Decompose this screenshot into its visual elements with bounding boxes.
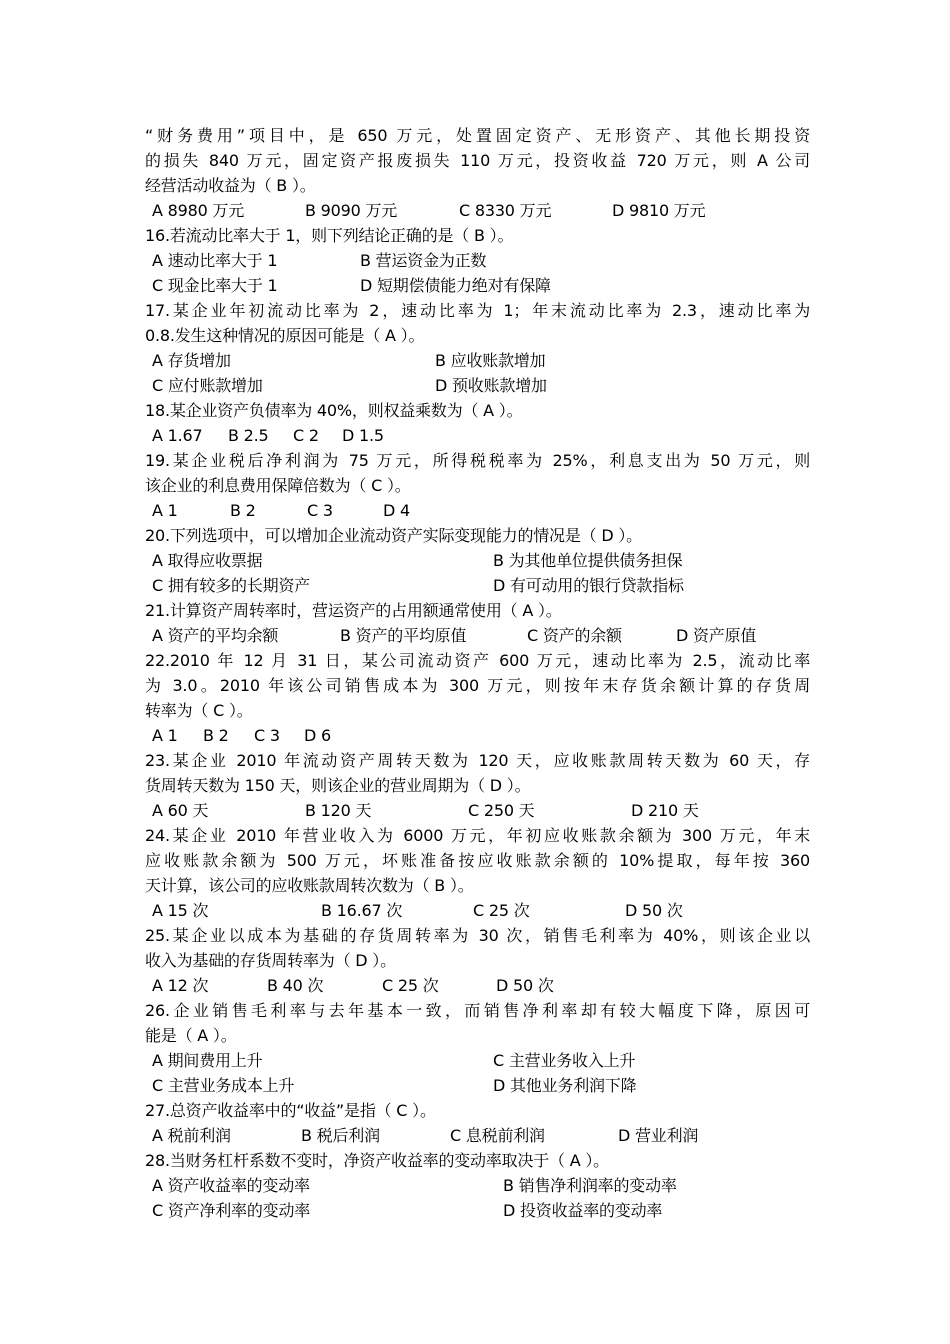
answer-option: B 9090 万元 bbox=[305, 201, 398, 220]
question-text-line: 该企业的利息费用保障倍数为（ C ）。 bbox=[145, 476, 411, 495]
answer-option: D 预收账款增加 bbox=[435, 376, 547, 395]
answer-option: C 3 bbox=[254, 726, 280, 745]
answer-option: C 3 bbox=[307, 501, 333, 520]
question-text-line: 28.当财务杠杆系数不变时，净资产收益率的变动率取决于（ A ）。 bbox=[145, 1151, 609, 1170]
answer-option: D 营业利润 bbox=[618, 1126, 699, 1145]
answer-options-row bbox=[145, 373, 810, 398]
answer-options-row bbox=[145, 573, 810, 598]
answer-option: B 应收账款增加 bbox=[435, 351, 546, 370]
answer-option: B 税后利润 bbox=[301, 1126, 380, 1145]
question-text-line: 应收账款余额为 500 万元，坏账准备按应收账款余额的 10%提取，每年按 360 bbox=[145, 851, 810, 870]
answer-options-row bbox=[145, 423, 810, 448]
answer-option: A 8980 万元 bbox=[152, 201, 245, 220]
answer-option: D 其他业务利润下降 bbox=[493, 1076, 637, 1095]
question-text-line: 25.某企业以成本为基础的存货周转率为 30 次，销售毛利率为 40%，则该企业以 bbox=[145, 926, 810, 945]
question-text-line: 23.某企业 2010 年流动资产周转天数为 120 天，应收账款周转天数为 60 天，存 bbox=[145, 751, 810, 770]
answer-option: C 资产的余额 bbox=[527, 626, 622, 645]
question-text-line: 27.总资产收益率中的“收益”是指（ C ）。 bbox=[145, 1101, 436, 1120]
question-text-line: 天计算，该公司的应收账款周转次数为（ B ）。 bbox=[145, 876, 474, 895]
question-text-line: 17.某企业年初流动比率为 2，速动比率为 1；年末流动比率为 2.3，速动比率为 bbox=[145, 301, 810, 320]
answer-options-row bbox=[145, 1073, 810, 1098]
answer-options-row bbox=[145, 1123, 810, 1148]
answer-option: D 资产原值 bbox=[676, 626, 757, 645]
question-text-line: 0.8.发生这种情况的原因可能是（ A ）。 bbox=[145, 326, 425, 345]
answer-option: A 存货增加 bbox=[152, 351, 231, 370]
question-text-line: 的损失 840 万元，固定资产报废损失 110 万元，投资收益 720 万元，则 A 公司 bbox=[145, 151, 810, 170]
answer-option: A 资产的平均余额 bbox=[152, 626, 279, 645]
answer-option: B 16.67 次 bbox=[321, 901, 403, 920]
answer-option: A 资产收益率的变动率 bbox=[152, 1176, 310, 1195]
answer-option: C 25 次 bbox=[473, 901, 530, 920]
question-text-line: 货周转天数为 150 天，则该企业的营业周期为（ D ）。 bbox=[145, 776, 531, 795]
question-text-line: 24.某企业 2010 年营业收入为 6000 万元，年初应收账款余额为 300 万元，年末 bbox=[145, 826, 810, 845]
question-list bbox=[145, 123, 810, 1223]
answer-options-row bbox=[145, 798, 810, 823]
answer-option: C 现金比率大于 1 bbox=[152, 276, 278, 295]
answer-options-row bbox=[145, 348, 810, 373]
question-text-line: 收入为基础的存货周转率为（ D ）。 bbox=[145, 951, 396, 970]
answer-option: A 1 bbox=[152, 501, 178, 520]
answer-options-row bbox=[145, 1048, 810, 1073]
answer-options-row bbox=[145, 973, 810, 998]
answer-options-row bbox=[145, 548, 810, 573]
answer-options-row bbox=[145, 273, 810, 298]
answer-option: A 1.67 bbox=[152, 426, 203, 445]
question-text-line: 18.某企业资产负债率为 40%，则权益乘数为（ A ）。 bbox=[145, 401, 523, 420]
answer-option: C 主营业务收入上升 bbox=[493, 1051, 636, 1070]
question-text-line: 16.若流动比率大于 1，则下列结论正确的是（ B ）。 bbox=[145, 226, 514, 245]
answer-option: A 期间费用上升 bbox=[152, 1051, 263, 1070]
answer-option: B 销售净利润率的变动率 bbox=[503, 1176, 677, 1195]
answer-option: A 速动比率大于 1 bbox=[152, 251, 278, 270]
answer-options-row bbox=[145, 723, 810, 748]
answer-option: B 为其他单位提供债务担保 bbox=[493, 551, 683, 570]
question-text-line: 经营活动收益为（ B ）。 bbox=[145, 176, 316, 195]
answer-option: D 50 次 bbox=[496, 976, 554, 995]
answer-option: D 9810 万元 bbox=[612, 201, 706, 220]
answer-option: D 有可动用的银行贷款指标 bbox=[493, 576, 684, 595]
answer-option: D 50 次 bbox=[625, 901, 683, 920]
answer-option: B 2 bbox=[203, 726, 229, 745]
question-text-line: 能是（ A ）。 bbox=[145, 1026, 237, 1045]
answer-option: C 25 次 bbox=[382, 976, 439, 995]
answer-option: D 短期偿债能力绝对有保障 bbox=[360, 276, 551, 295]
answer-option: C 主营业务成本上升 bbox=[152, 1076, 295, 1095]
answer-option: A 60 天 bbox=[152, 801, 209, 820]
question-text-line: “财务费用”项目中，是 650 万元，处置固定资产、无形资产、其他长期投资 bbox=[145, 126, 810, 145]
answer-option: A 12 次 bbox=[152, 976, 209, 995]
answer-option: A 15 次 bbox=[152, 901, 209, 920]
answer-option: D 投资收益率的变动率 bbox=[503, 1201, 663, 1220]
answer-options-row bbox=[145, 898, 810, 923]
answer-option: B 资产的平均原值 bbox=[340, 626, 467, 645]
question-text-line: 为 3.0。2010 年该公司销售成本为 300 万元，则按年末存货余额计算的存货周 bbox=[145, 676, 810, 695]
answer-options-row bbox=[145, 198, 810, 223]
answer-option: D 4 bbox=[383, 501, 410, 520]
question-text-line: 22.2010 年 12 月 31 日，某公司流动资产 600 万元，速动比率为 2.5，流动比率 bbox=[145, 651, 810, 670]
answer-option: C 250 天 bbox=[468, 801, 535, 820]
answer-option: A 取得应收票据 bbox=[152, 551, 263, 570]
answer-option: B 营运资金为正数 bbox=[360, 251, 487, 270]
answer-option: C 息税前利润 bbox=[450, 1126, 545, 1145]
question-text-line: 转率为（ C ）。 bbox=[145, 701, 253, 720]
answer-option: C 8330 万元 bbox=[459, 201, 552, 220]
answer-option: A 1 bbox=[152, 726, 178, 745]
answer-option: D 1.5 bbox=[342, 426, 384, 445]
answer-option: C 资产净利率的变动率 bbox=[152, 1201, 311, 1220]
answer-option: B 2 bbox=[230, 501, 256, 520]
answer-options-row bbox=[145, 623, 810, 648]
answer-option: D 6 bbox=[304, 726, 331, 745]
answer-option: D 210 天 bbox=[631, 801, 699, 820]
answer-option: B 120 天 bbox=[305, 801, 372, 820]
answer-option: A 税前利润 bbox=[152, 1126, 231, 1145]
question-text-line: 21.计算资产周转率时，营运资产的占用额通常使用（ A ）。 bbox=[145, 601, 562, 620]
question-text-line: 19.某企业税后净利润为 75 万元，所得税税率为 25%，利息支出为 50 万元，则 bbox=[145, 451, 810, 470]
answer-option: C 2 bbox=[293, 426, 319, 445]
question-text-line: 20.下列选项中，可以增加企业流动资产实际变现能力的情况是（ D ）。 bbox=[145, 526, 642, 545]
question-text-line: 26.企业销售毛利率与去年基本一致，而销售净利率却有较大幅度下降，原因可 bbox=[145, 1001, 810, 1020]
answer-option: B 2.5 bbox=[228, 426, 269, 445]
answer-options-row bbox=[145, 1198, 810, 1223]
answer-option: C 拥有较多的长期资产 bbox=[152, 576, 311, 595]
answer-options-row bbox=[145, 1173, 810, 1198]
answer-options-row bbox=[145, 498, 810, 523]
answer-options-row bbox=[145, 248, 810, 273]
answer-option: B 40 次 bbox=[267, 976, 324, 995]
answer-option: C 应付账款增加 bbox=[152, 376, 263, 395]
